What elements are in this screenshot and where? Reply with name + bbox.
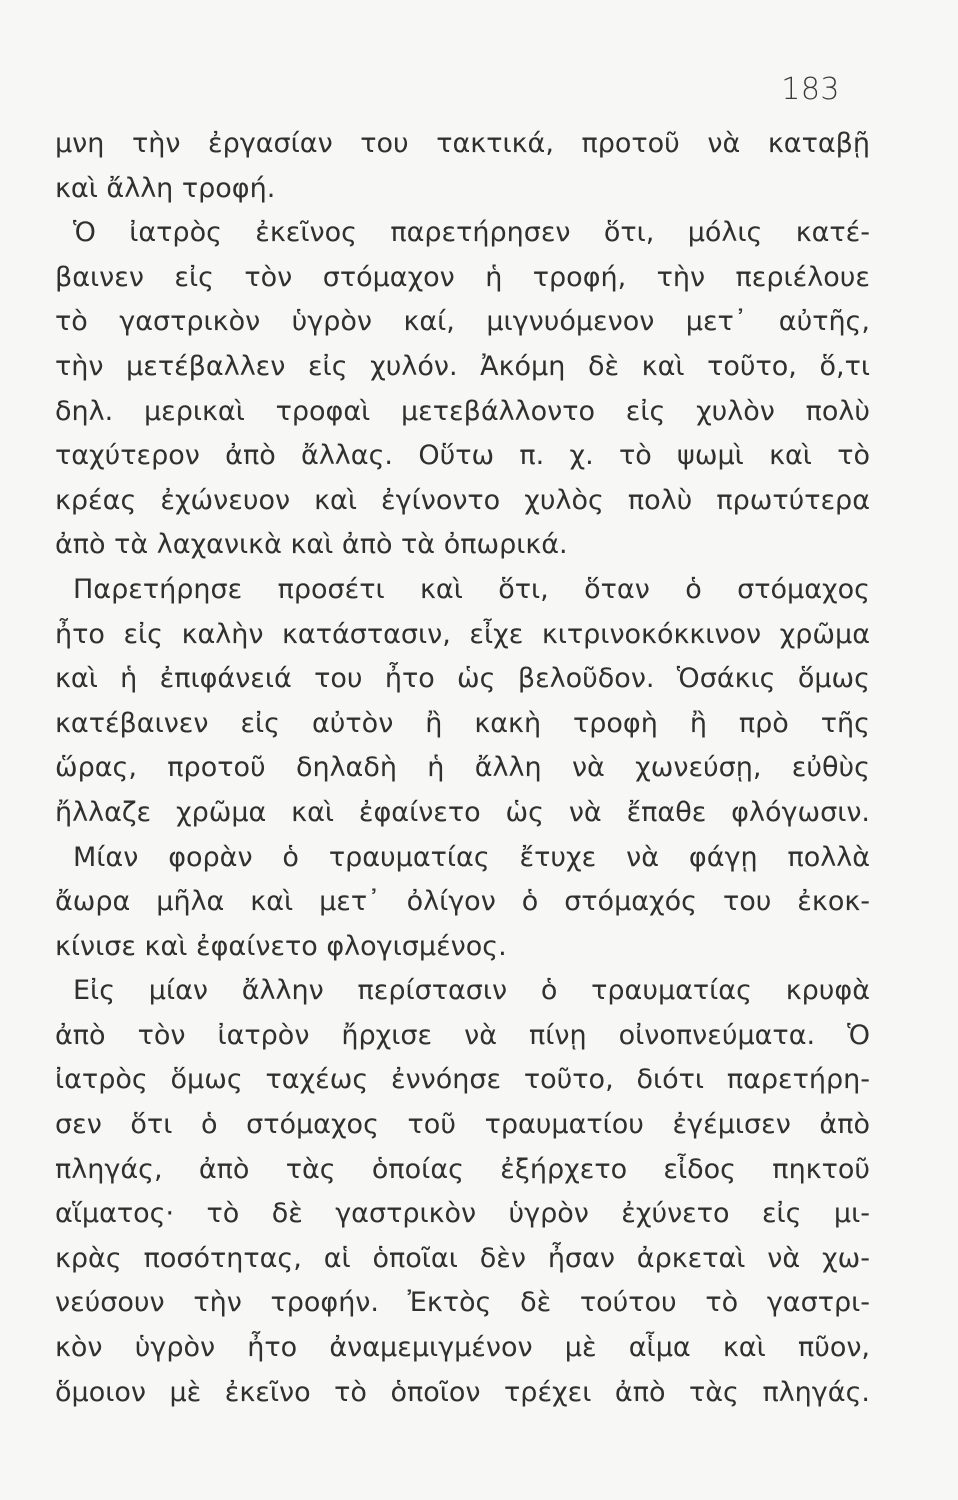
text-line: τὸ γαστρικὸν ὑγρὸν καί, μιγνυόμενον μετ᾿ αὐτῆς,: [55, 306, 870, 338]
text-line: καὶ ἄλλη τροφή.: [55, 172, 276, 204]
text-line: κίνισε καὶ ἐφαίνετο φλογισμένος.: [55, 930, 507, 962]
text-line: Μίαν φορὰν ὁ τραυματίας ἔτυχε νὰ φάγῃ πολλὰ: [73, 841, 870, 873]
text-line: Ὁ ἰατρὸς ἐκεῖνος παρετήρησεν ὅτι, μόλις κατέ-: [73, 217, 870, 249]
text-line: Παρετήρησε προσέτι καὶ ὅτι, ὅταν ὁ στόμαχος: [73, 573, 870, 605]
text-line: ἰατρὸς ὅμως ταχέως ἐννόησε τοῦτο, διότι παρετήρη-: [55, 1064, 870, 1096]
text-line: ἀπὸ τὸν ἰατρὸν ἤρχισε νὰ πίνῃ οἰνοπνεύματα. Ὁ: [55, 1019, 870, 1051]
body-text: [55, 122, 870, 1415]
text-line: πληγάς, ἀπὸ τὰς ὁποίας ἐξήρχετο εἶδος πηκτοῦ: [55, 1153, 870, 1185]
text-line: ὅμοιον μὲ ἐκεῖνο τὸ ὁποῖον τρέχει ἀπὸ τὰς πληγάς.: [55, 1376, 870, 1408]
text-line: τὴν μετέβαλλεν εἰς χυλόν. Ἀκόμη δὲ καὶ τοῦτο, ὅ,τι: [55, 350, 870, 382]
text-line: δηλ. μερικαὶ τροφαὶ μετεβάλλοντο εἰς χυλὸν πολὺ: [55, 395, 870, 427]
text-line: αἵματος· τὸ δὲ γαστρικὸν ὑγρὸν ἐχύνετο εἰς μι-: [55, 1198, 870, 1230]
text-line: κρέας ἐχώνευον καὶ ἐγίνοντο χυλὸς πολὺ πρωτύτερα: [55, 484, 870, 516]
text-line: νεύσουν τὴν τροφήν. Ἐκτὸς δὲ τούτου τὸ γαστρι-: [55, 1287, 870, 1319]
text-line: Εἰς μίαν ἄλλην περίστασιν ὁ τραυματίας κρυφὰ: [73, 975, 870, 1007]
text-line: ὥρας, προτοῦ δηλαδὴ ἡ ἄλλη νὰ χωνεύσῃ, εὐθὺς: [55, 752, 870, 784]
text-line: καὶ ἡ ἐπιφάνειά του ἦτο ὡς βελοῦδον. Ὁσάκις ὅμως: [55, 663, 870, 695]
text-line: ἄωρα μῆλα καὶ μετ᾿ ὀλίγον ὁ στόμαχός του ἐκοκ-: [55, 886, 870, 918]
text-line: ἀπὸ τὰ λαχανικὰ καὶ ἀπὸ τὰ ὀπωρικά.: [55, 529, 568, 561]
text-line: ταχύτερον ἀπὸ ἄλλας. Οὕτω π. χ. τὸ ψωμὶ καὶ τὸ: [55, 440, 870, 472]
text-line: κρὰς ποσότητας, αἱ ὁποῖαι δὲν ἦσαν ἀρκεταὶ νὰ χω-: [55, 1242, 870, 1274]
text-line: μνη τὴν ἐργασίαν του τακτικά, προτοῦ νὰ καταβῇ: [55, 128, 870, 159]
text-line: βαινεν εἰς τὸν στόμαχον ἡ τροφή, τὴν περιέλουε: [55, 261, 870, 293]
text-line: σεν ὅτι ὁ στόμαχος τοῦ τραυματίου ἐγέμισεν ἀπὸ: [55, 1109, 870, 1141]
text-line: ἤλλαζε χρῶμα καὶ ἐφαίνετο ὡς νὰ ἔπαθε φλόγωσιν.: [55, 796, 870, 828]
page-number: 183: [781, 72, 840, 107]
text-line: κατέβαινεν εἰς αὐτὸν ἢ κακὴ τροφὴ ἢ πρὸ τῆς: [55, 707, 870, 739]
text-line: κὸν ὑγρὸν ἦτο ἀναμεμιγμένον μὲ αἷμα καὶ πῦον,: [55, 1332, 870, 1364]
text-line: ἦτο εἰς καλὴν κατάστασιν, εἶχε κιτρινοκόκκινον χρῶμα: [55, 618, 870, 650]
